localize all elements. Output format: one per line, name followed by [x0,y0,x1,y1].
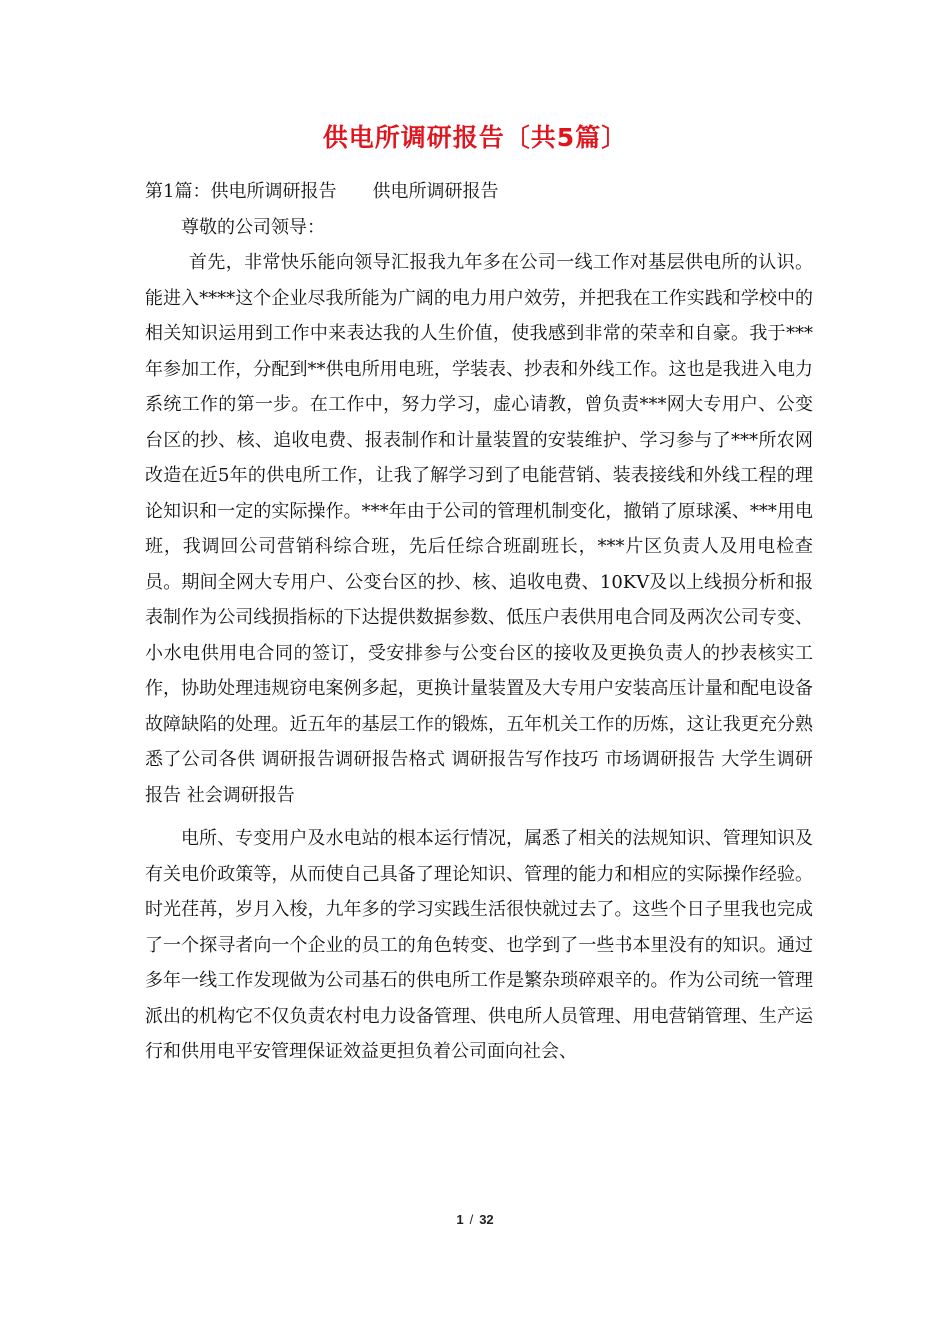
page-number [0,1212,950,1227]
paragraph-1: 首先，非常快乐能向领导汇报我九年多在公司一线工作对基层供电所的认识。能进入****这个企业尽我所能为广阔的电力用户效劳，并把我在工作实践和学校中的相关知识运用到工作中来表达我的人生价值，使我感到非常的荣幸和自豪。我于***年参加工作，分配到**供电所用电班，学装表、抄表和外线工作。这也是我进入电力系统工作的第一步。在工作中，努力学习，虚心请教，曾负责***网大专用户、公变台区的抄、核、追收电费、报表制作和计量装置的安装维护、学习参与了***所农网改造在近5年的供电所工作，让我了解学习到了电能营销、装表接线和外线工程的理论知识和一定的实际操作。***年由于公司的管理机制变化，撤销了原球溪、***用电班，我调回公司营销科综合班，先后任综合班副班长，***片区负责人及用电检查员。期间全网大专用户、公变台区的抄、核、追收电费、10KV及以上线损分析和报表制作为公司线损指标的下达提供数据参数、低压户表供用电合同及两次公司专变、小水电供用电合同的签订，受安排参与公变台区的接收及更换负责人的抄表核实工作，协助处理违规窃电案例多起，更换计量装置及大专用户安装高压计量和配电设备故障缺陷的处理。近五年的基层工作的锻炼，五年机关工作的历炼，这让我更充分熟悉了公司各供 调研报告调研报告格式 调研报告写作技巧 市场调研报告 大学生调研报告 社会调研报告 [145,252,813,806]
page-separator: / [469,1212,474,1227]
paragraph-2: 电所、专变用户及水电站的根本运行情况，属悉了相关的法规知识、管理知识及有关电价政策等，从而使自己具备了理论知识、管理的能力和相应的实际操作经验。时光荏苒，岁月入梭，九年多的学习实践生活很快就过去了。这些个日子里我也完成了一个探寻者向一个企业的员工的角色转变、也学到了一些书本里没有的知识。通过多年一线工作发现做为公司基石的供电所工作是繁杂琐碎艰辛的。作为公司统一管理派出的机构它不仅负责农村电力设备管理、供电所人员管理、用电营销管理、生产运行和供用电平安管理保证效益更担负着公司面向社会、 [145,828,813,1062]
document-body [145,174,813,1070]
page-current: 1 [456,1212,464,1227]
section-heading-part: 第1篇：供电所调研报告 [145,181,337,202]
salutation: 尊敬的公司领导： [181,216,325,238]
section-heading [145,174,813,210]
page-total: 32 [479,1212,494,1227]
document-title: 供电所调研报告〔共5篇〕 [322,123,628,152]
section-heading-subtitle: 供电所调研报告 [372,181,499,202]
